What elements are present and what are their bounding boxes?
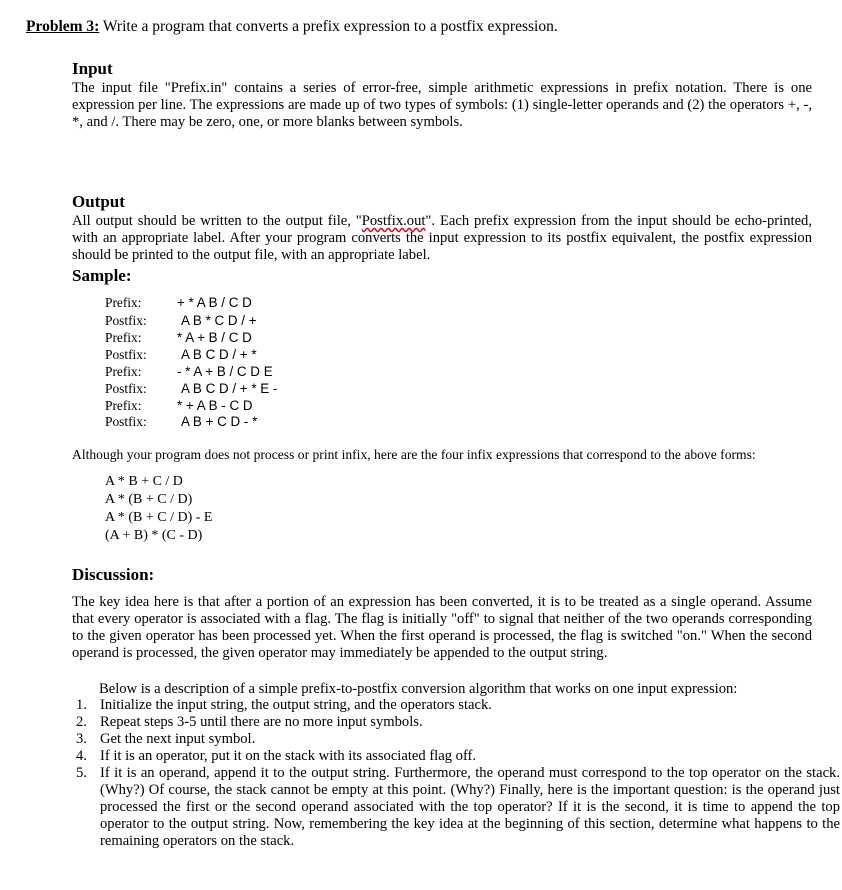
output-heading: Output	[72, 192, 125, 211]
sample-label: Prefix:	[105, 398, 142, 413]
output-text-after: ". Each prefix expression from the input should be echo-printed, with an appropriate label. After your program converts the input expression to its postfix equivalent, the postfix expression should be printed to the output file, with an appropriate label.	[72, 213, 812, 263]
step-text: If it is an operand, append it to the output string. Furthermore, the operand must correspond to the top operator on the stack. (Why?) Of course, the stack cannot be empty at this point. (Why?) Finally, here is the important question: is the operand just processed the first or the second operand associated with the top operator? If it is the second, it is time to append the top operator to the output string. Now, remembering the key idea at the beginning of this section, determine what happens to the remaining operators on the stack.	[100, 765, 840, 849]
algorithm-step	[76, 731, 840, 748]
discussion-heading: Discussion:	[72, 565, 155, 584]
step-text: Initialize the input string, the output string, and the operators stack.	[100, 697, 492, 713]
algorithm-intro: Below is a description of a simple prefix-to-postfix conversion algorithm that works on one input expression:	[99, 681, 738, 697]
output-filename: Postfix.out	[361, 213, 426, 229]
sample-value: A B C D / + * E -	[181, 381, 278, 396]
infix-expression: A * B + C / D	[105, 474, 183, 489]
output-description	[72, 213, 812, 264]
sample-label: Prefix:	[105, 364, 142, 379]
algorithm-steps	[72, 697, 840, 850]
sample-label: Prefix:	[105, 330, 142, 345]
input-description: The input file "Prefix.in" contains a series of error-free, simple arithmetic expressions in prefix notation. There is one expression per line. The expressions are made up of two types of symbols: (1) single-letter operands and (2) the operators +, -, *, and /. There may be zero, one, or more blanks between symbols.	[72, 80, 812, 130]
sample-value: A B C D / + *	[181, 347, 257, 362]
infix-expression: A * (B + C / D) - E	[105, 510, 213, 525]
step-text: Get the next input symbol.	[100, 731, 256, 747]
step-number: 1.	[76, 697, 87, 713]
sample-label: Prefix:	[105, 295, 142, 310]
output-text-before: All output should be written to the output file, "	[72, 213, 362, 229]
sample-label: Postfix:	[105, 381, 147, 396]
sample-label: Postfix:	[105, 313, 147, 328]
step-text: If it is an operator, put it on the stack with its associated flag off.	[100, 748, 477, 764]
problem-title	[26, 18, 558, 36]
sample-value: * A + B / C D	[177, 330, 252, 345]
algorithm-step	[76, 765, 840, 850]
discussion-paragraph: The key idea here is that after a portion of an expression has been converted, it is to be treated as a single operand. Assume that every operator is associated with a flag. The flag is initially "off" to signal that neither of the two operands corresponding to the given operator has been processed yet. When the first operand is processed, the flag is switched "on." When the second operand is processed, the given operator may immediately be appended to the output string.	[72, 594, 812, 661]
step-number: 2.	[76, 714, 87, 730]
sample-heading: Sample:	[72, 266, 132, 285]
sample-value: + * A B / C D	[177, 295, 252, 310]
infix-expression: (A + B) * (C - D)	[105, 528, 203, 543]
step-number: 5.	[76, 765, 87, 781]
algorithm-step	[76, 714, 840, 731]
infix-intro: Although your program does not process or print infix, here are the four infix expressions that correspond to the above forms:	[72, 447, 756, 462]
problem-label: Problem 3:	[26, 18, 100, 35]
sample-value: * + A B - C D	[177, 398, 253, 413]
input-heading: Input	[72, 59, 113, 78]
algorithm-step	[76, 697, 840, 714]
sample-value: A B * C D / +	[181, 313, 257, 328]
infix-expression: A * (B + C / D)	[105, 492, 193, 507]
algorithm-step	[76, 748, 840, 765]
step-number: 3.	[76, 731, 87, 747]
step-text: Repeat steps 3-5 until there are no more input symbols.	[100, 714, 423, 730]
sample-value: - * A + B / C D E	[177, 364, 273, 379]
sample-value: A B + C D - *	[181, 414, 258, 429]
problem-statement: Write a program that converts a prefix expression to a postfix expression.	[99, 18, 558, 35]
step-number: 4.	[76, 748, 87, 764]
sample-label: Postfix:	[105, 414, 147, 429]
sample-label: Postfix:	[105, 347, 147, 362]
